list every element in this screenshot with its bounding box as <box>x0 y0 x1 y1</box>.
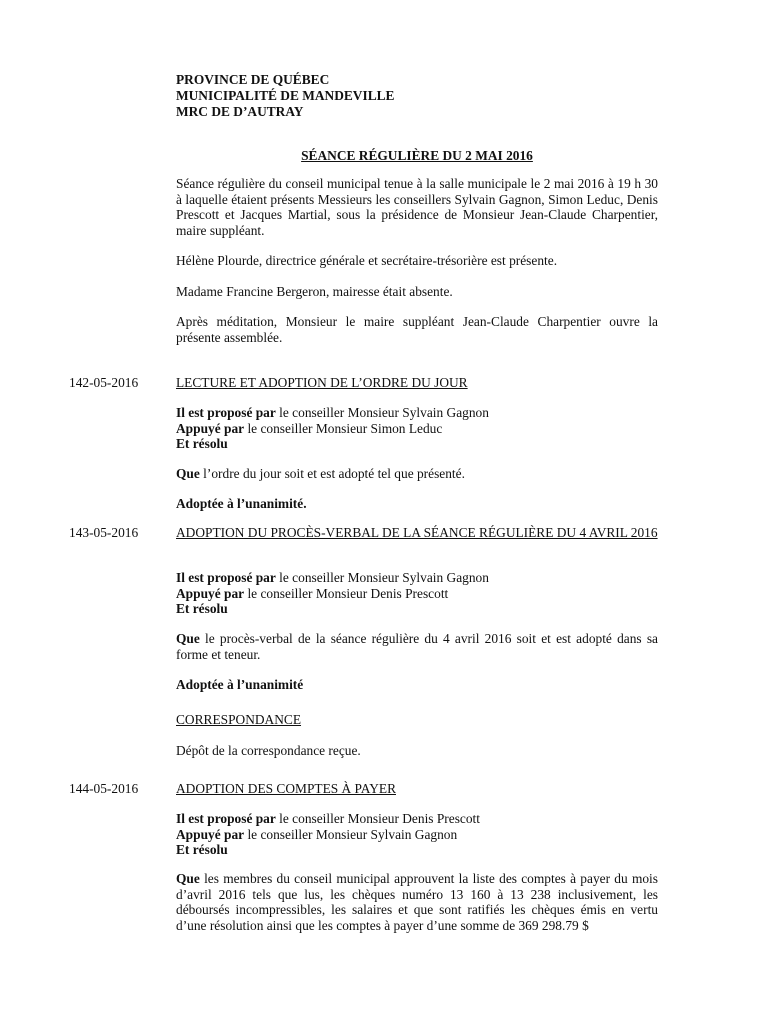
resolution-motion-143: Il est proposé par le conseiller Monsieur Sylvain Gagnon Appuyé par le conseiller Monsieur Denis Prescott Et résolu <box>176 570 489 616</box>
correspondance-heading: CORRESPONDANCE <box>176 712 302 727</box>
resolution-heading-142: LECTURE ET ADOPTION DE L’ORDRE DU JOUR <box>176 375 468 390</box>
resolution-number-142: 142-05-2016 <box>69 375 139 390</box>
intro-paragraph-director: Hélène Plourde, directrice générale et secrétaire-trésorière est présente. <box>176 253 558 268</box>
province-line: PROVINCE DE QUÉBEC <box>176 72 330 87</box>
resolution-text-142: Que l’ordre du jour soit et est adopté tel que présenté. <box>176 466 465 481</box>
resolution-number-144: 144-05-2016 <box>69 781 139 796</box>
resolution-number-143: 143-05-2016 <box>69 525 139 540</box>
resolution-heading-144: ADOPTION DES COMPTES À PAYER <box>176 781 396 796</box>
resolution-motion-142: Il est proposé par le conseiller Monsieur Sylvain Gagnon Appuyé par le conseiller Monsieur Simon Leduc Et résolu <box>176 405 489 451</box>
resolution-text-143: Que le procès-verbal de la séance régulière du 4 avril 2016 soit et est adopté dans sa forme et teneur. <box>176 631 658 662</box>
correspondance-text: Dépôt de la correspondance reçue. <box>176 743 361 758</box>
mrc-line: MRC DE D’AUTRAY <box>176 104 304 119</box>
resolution-adopted-142: Adoptée à l’unanimité. <box>176 496 307 511</box>
municipality-line: MUNICIPALITÉ DE MANDEVILLE <box>176 88 395 103</box>
resolution-adopted-143: Adoptée à l’unanimité <box>176 677 304 692</box>
intro-paragraph-absent: Madame Francine Bergeron, mairesse était absente. <box>176 284 453 299</box>
resolution-motion-144: Il est proposé par le conseiller Monsieur Denis Prescott Appuyé par le conseiller Monsieur Sylvain Gagnon Et résolu <box>176 811 480 857</box>
resolution-heading-143: ADOPTION DU PROCÈS-VERBAL DE LA SÉANCE RÉGULIÈRE DU 4 AVRIL 2016 <box>176 525 658 540</box>
resolution-text-144: Que les membres du conseil municipal approuvent la liste des comptes à payer du mois d’avril 2016 tels que lus, les chèques numéro 13 160 à 13 238 inclusivement, les déboursés incompressibles, les salaires et que sont ratifiés les chèques émis en vertu d’une résolution ainsi que les comptes à payer d’une somme de 369 298.79 $ <box>176 871 658 933</box>
intro-paragraph-opening: Après méditation, Monsieur le maire suppléant Jean-Claude Charpentier ouvre la présente assemblée. <box>176 314 658 345</box>
document-header <box>176 72 395 120</box>
intro-paragraph-attendance: Séance régulière du conseil municipal tenue à la salle municipale le 2 mai 2016 à 19 h 30 à laquelle étaient présents Messieurs les conseillers Sylvain Gagnon, Simon Leduc, Denis Prescott et Jacques Martial, sous la présidence de Monsieur Jean-Claude Charpentier, maire suppléant. <box>176 176 658 238</box>
page-title: SÉANCE RÉGULIÈRE DU 2 MAI 2016 <box>301 148 533 163</box>
